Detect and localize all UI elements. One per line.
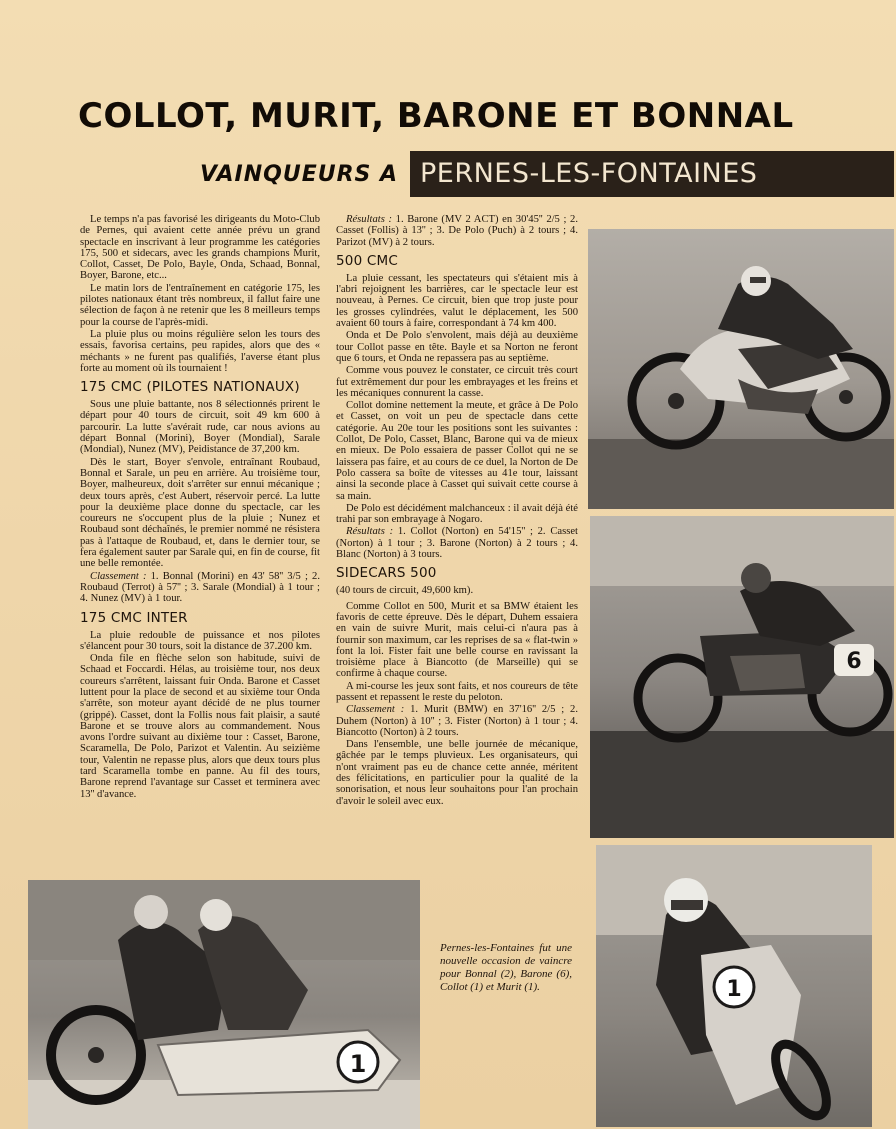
paragraph: La pluie redouble de puissance et nos pilotes s'élancent pour 30 tours, soit la distance de 37.200 km.: [80, 629, 320, 652]
distance-note: (40 tours de circuit, 49,600 km).: [336, 585, 474, 597]
classification-text: 1. Bonnal (Morini) en 43' 58'' 3/5 ; 2. Roubaud (Terrot) à 57'' ; 3. Sarale (Mondial) à 1 tour ; 4. Nunez (MV) à 1 tour.: [80, 570, 320, 605]
paragraph: Dès le start, Boyer s'envole, entraînant Roubaud, Bonnal et Sarale, un peu en arrière. Au troisième tour, Boyer, malheureux, doit s'arrêter sur ennui mécanique ; deux tours après, c'est Aubert, réservoir percé. La lutte pour la deuxième place donne du spectacle, car les coureurs ne s'occupent plus de la pluie ; Nunez et Roubaud sont déchaînés, le premier nommé ne résistera pas à l'attaque de Roubaud, et, dans le dernier tour, se fera également sauter par Sarale qui, en fin de course, fit une belle remontée.: [80, 456, 320, 570]
paragraph: Collot domine nettement la meute, et grâce à De Polo et Casset, on voit un peu de spectacle dans cette catégorie. Au 20e tour les positions sont les suivantes : Collot, De Polo, Casset, Blanc, Barone qui va de mieux en mieux. De Polo essaiera de passer Collot qui ne se laissera pas faire, et au cours de ce duel, la Norton de De Polo cassera sa boîte de vitesses au 41e tour, laissant ainsi la seconde place à Casset qui suivait cette course à sa main.: [336, 400, 578, 502]
paragraph: Le temps n'a pas favorisé les dirigeants du Moto-Club de Pernes, qui avaient cette année prévu un grand spectacle en inscrivant à leur programme les catégories 175, 500 et sidecars, avec les grands champions Murit, Collot, Casset, De Polo, Bayle, Onda, Schaad, Bonnal, Boyer, Barone, etc...: [80, 214, 320, 282]
text-column-left: [80, 214, 320, 801]
paragraph: Onda et De Polo s'envolent, mais déjà au deuxième tour Collot passe en tête. Bayle et sa Norton ne feront que 6 tours, et Onda ne repassera pas au septième.: [336, 330, 578, 364]
paragraph: Le matin lors de l'entraînement en catégorie 175, les pilotes nationaux étant très nombreux, il fallut faire une sélection de façon à ne retenir que les 8 meilleurs temps pour la course de l'après-midi.: [80, 282, 320, 328]
paragraph: Onda file en flèche selon son habitude, suivi de Schaad et Foccardi. Hélas, au troisième tour, nos deux coureurs s'arrêtent, laissant fuir Onda. Barone et Casset luttent pour la place de second et au sixième tour Onda s'arrête, son moteur ayant décidé de ne plus tourner (grippé). Casset, dont la Follis nous fait plaisir, a sauté Barone et se trouve alors au commandement. Nous avons l'ordre suivant au dixième tour : Casset, Barone, Scaramella, De Polo, Parizot et Valentin. Au seizième tour, Valentin ne repasse plus, alors que deux tours plus tard Scaramella tombe en panne. Au fil des tours, Barone reprend l'avantage sur Casset et terminera avec 13'' d'avance.: [80, 653, 320, 800]
photo-caption: Pernes-les-Fontaines fut une nouvelle occasion de vaincre pour Bonnal (2), Barone (6), Collot (1) et Murit (1).: [440, 942, 572, 993]
results-paragraph: [336, 526, 578, 560]
race-number-6: 6: [846, 649, 862, 674]
classification-paragraph: [336, 704, 578, 738]
results-label: Résultats :: [346, 214, 392, 225]
motorcycle-illustration: [588, 229, 894, 509]
classification-text: 1. Murit (BMW) en 37'16'' 2/5 ; 2. Duhem (Norton) à 10'' ; 3. Fister (Norton) à 1 tour ; 4. Biancotto (Norton) à 2 tours.: [336, 704, 578, 738]
paragraph: Dans l'ensemble, une belle journée de mécanique, gâchée par le temps pluvieux. Les organisateurs, qui n'ont vraiment pas eu de chance cette année, méritent des félicitations, en particulier pour la qualité de la sonorisation, et nous leur souhaitons pour l'an prochain d'avoir le soleil avec eux.: [336, 739, 578, 807]
section-heading-500: 500 CMC: [336, 252, 398, 269]
motorcycle-illustration: [596, 845, 872, 1127]
paragraph: De Polo est décidément malchanceux : il avait déjà été trahi par son embrayage à Nogaro.: [336, 502, 578, 526]
classification-paragraph: [80, 571, 320, 605]
paragraph: Comme Collot en 500, Murit et sa BMW étaient les favoris de cette épreuve. Dès le départ, Duhem essaiera en vain de suivre Murit, mais celui-ci n'aura pas à fournir son maximum, car les reprises de sa « flat-twin » font la loi. Fister fait une belle course en ravissant la troisième place à Biancotto (de Marseille) qui se confirme à chaque course.: [336, 600, 578, 680]
text-column-middle: [336, 214, 578, 808]
results-label: Résultats :: [346, 526, 394, 538]
paragraph: Sous une pluie battante, nos 8 sélectionnés prirent le départ pour 40 tours de circuit, soit 49 km 600 à parcourir. La lutte s'avérait rude, car nous avions au départ Bonnal (Morini), Boyer (Mondial), Sarale (Mondial), Nunez (MV), Peidistance de 37,200 km.: [80, 399, 320, 456]
results-text: 1. Barone (MV 2 ACT) en 30'45'' 2/5 ; 2. Casset (Follis) à 13'' ; 3. De Polo (Puch) à 2 tours ; 4. Parizot (MV) à 2 tours.: [336, 214, 578, 248]
place-banner: PERNES-LES-FONTAINES: [410, 151, 894, 197]
headline: COLLOT, MURIT, BARONE ET BONNAL: [78, 96, 794, 136]
classification-label: Classement :: [90, 570, 147, 582]
race-number-1: 1: [726, 977, 742, 1002]
subheadline: VAINQUEURS A: [200, 162, 399, 187]
photo-motorcycle-racer-1: [588, 229, 894, 509]
results-text: 1. Collot (Norton) en 54'15'' ; 2. Casset (Norton) à 1 tour ; 3. Barone (Norton) à 2 tours ; 4. Blanc (Norton) à 3 tours.: [336, 526, 578, 561]
sidecar-illustration: [28, 880, 420, 1129]
paragraph: La pluie plus ou moins régulière selon les tours des essais, favorisa certains, peu rapides, alors que des « méchants » ne furent pas qualifiés, l'averse étant plus forte au moment où ils tournaient !: [80, 328, 320, 374]
section-heading-175-national: 175 CMC (PILOTES NATIONAUX): [80, 379, 300, 396]
paragraph: La pluie cessant, les spectateurs qui s'étaient mis à l'abri rejoignent les barrières, car le spectacle leur est nouveau, à Pernes. Ce circuit, bien que trop juste pour les grosses cylindrées, valut le déplacement, les 500 avaient 60 tours à faire, correspondant à 74 km 400.: [336, 272, 578, 330]
photo-motorcycle-racer-6: [590, 516, 894, 838]
section-heading-175-inter: 175 CMC INTER: [80, 609, 188, 626]
paragraph: A mi-course les jeux sont faits, et nos coureurs de tête passent et repassent le reste du peloton.: [336, 680, 578, 703]
classification-label: Classement :: [346, 704, 405, 716]
section-heading-sidecars: SIDECARS 500: [336, 565, 437, 582]
photo-sidecar-murit: [28, 880, 420, 1129]
results-paragraph: [336, 214, 578, 248]
motorcycle-illustration: [590, 516, 894, 838]
paragraph: Comme vous pouvez le constater, ce circuit très court fut extrêmement dur pour les embrayages et les freins et les mécaniques connurent la casse.: [336, 365, 578, 399]
photo-motorcycle-racer-collot: [596, 845, 872, 1127]
race-number-1: 1: [349, 1050, 367, 1078]
